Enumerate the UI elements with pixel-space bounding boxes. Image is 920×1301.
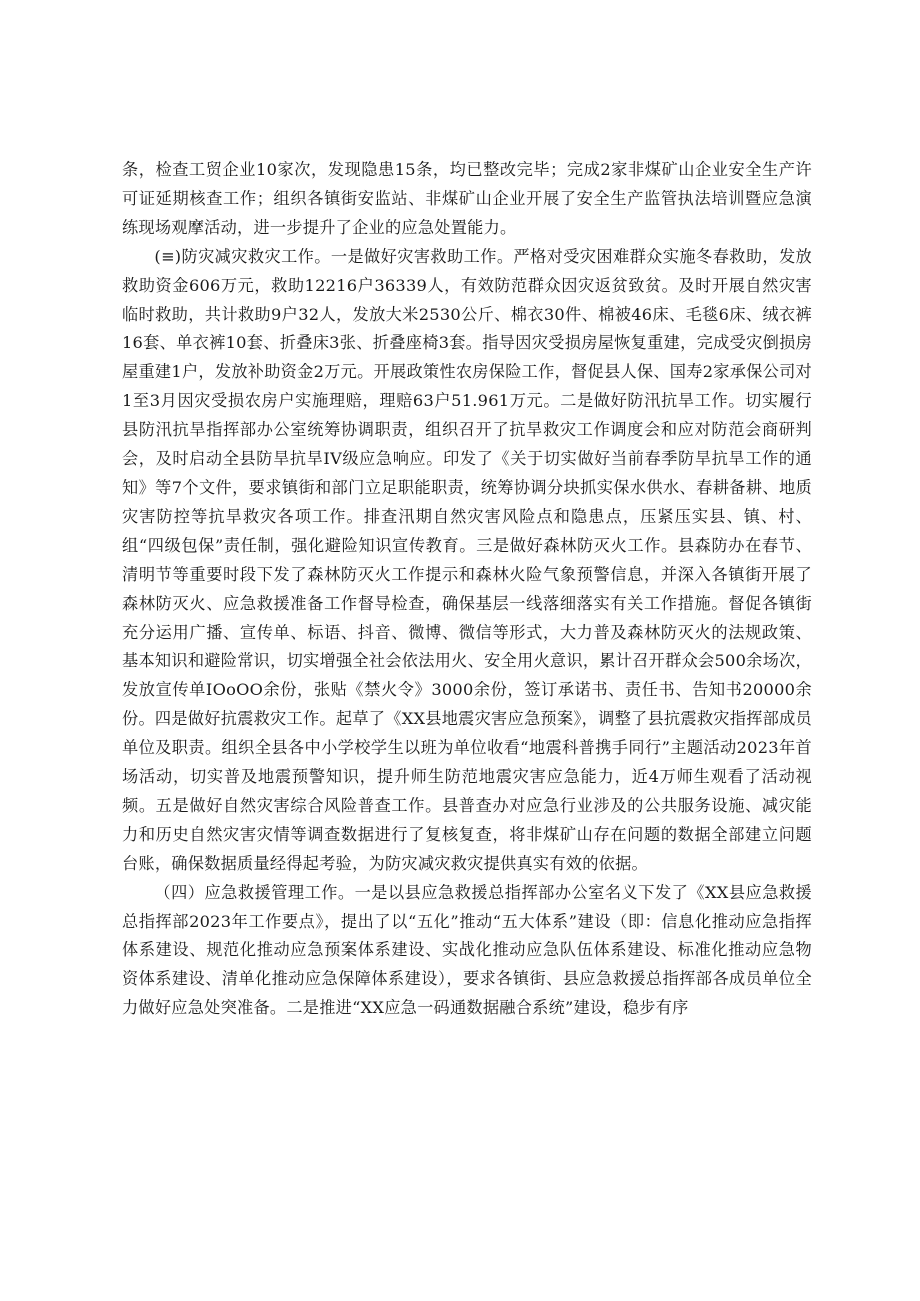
paragraph-disaster-prevention: (≡)防灾减灾救灾工作。一是做好灾害救助工作。严格对受灾困难群众实施冬春救助，发放救助资金606万元，救助12216户36339人，有效防范群众因灾返贫致贫。及时开展自然灾害临时救助，共计救助9户32人，发放大米2530公斤、棉衣30件、棉被46床、毛毯6床、绒衣裤16套、单衣裤10套、折叠床3张、折叠座椅3套。指导因灾受损房屋恢复重建，完成受灾倒损房屋重建1户，发放补助资金2万元。开展政策性农房保险工作，督促县人保、国寿2家承保公司对1至3月因灾受损农房户实施理赔，理赔63户51.961万元。二是做好防汛抗旱工作。切实履行县防汛抗旱指挥部办公室统筹协调职责，组织召开了抗旱救灾工作调度会和应对防范会商研判会，及时启动全县防旱抗旱IV级应急响应。印发了《关于切实做好当前春季防旱抗旱工作的通知》等7个文件，要求镇街和部门立足职能职责，统筹协调分块抓实保水供水、春耕备耕、地质灾害防控等抗旱救灾各项工作。排查汛期自然灾害风险点和隐患点，压紧压实县、镇、村、组“四级包保”责任制，强化避险知识宣传教育。三是做好森林防灭火工作。县森防办在春节、清明节等重要时段下发了森林防灭火工作提示和森林火险气象预警信息，并深入各镇街开展了森林防灭火、应急救援准备工作督导检查，确保基层一线落细落实有关工作措施。督促各镇街充分运用广播、宣传单、标语、抖音、微博、微信等形式，大力普及森林防灭火的法规政策、基本知识和避险常识，切实增强全社会依法用火、安全用火意识，累计召开群众会500余场次，发放宣传单IOoOO余份，张贴《禁火令》3000余份，签订承诺书、责任书、告知书20000余份。四是做好抗震救灾工作。起草了《XX县地震灾害应急预案》，调整了县抗震救灾指挥部成员单位及职责。组织全县各中小学校学生以班为单位收看“地震科普携手同行”主题活动2023年首场活动，切实普及地震预警知识，提升师生防范地震灾害应急能力，近4万师生观看了活动视频。五是做好自然灾害综合风险普查工作。县普查办对应急行业涉及的公共服务设施、减灾能力和历史自然灾害灾情等调查数据进行了复核复查，将非煤矿山存在问题的数据全部建立问题台账，确保数据质量经得起考验，为防灾减灾救灾提供真实有效的依据。: [122, 246, 812, 873]
document-body: [122, 156, 812, 1023]
paragraph-safety-production: 条，检查工贸企业10家次，发现隐患15条，均已整改完毕；完成2家非煤矿山企业安全生产许可证延期核查工作；组织各镇街安监站、非煤矿山企业开展了安全生产监管执法培训暨应急演练现场观摩活动，进一步提升了企业的应急处置能力。: [122, 160, 812, 237]
paragraph-emergency-rescue: （四）应急救援管理工作。一是以县应急救援总指挥部办公室名义下发了《XX县应急救援总指挥部2023年工作要点》，提出了以“五化”推动“五大体系”建设（即：信息化推动应急指挥体系建设、规范化推动应急预案体系建设、实战化推动应急队伍体系建设、标准化推动应急物资体系建设、清单化推动应急保障体系建设），要求各镇街、县应急救援总指挥部各成员单位全力做好应急处突准备。二是推进“XX应急一码通数据融合系统”建设，稳步有序: [122, 882, 812, 1018]
